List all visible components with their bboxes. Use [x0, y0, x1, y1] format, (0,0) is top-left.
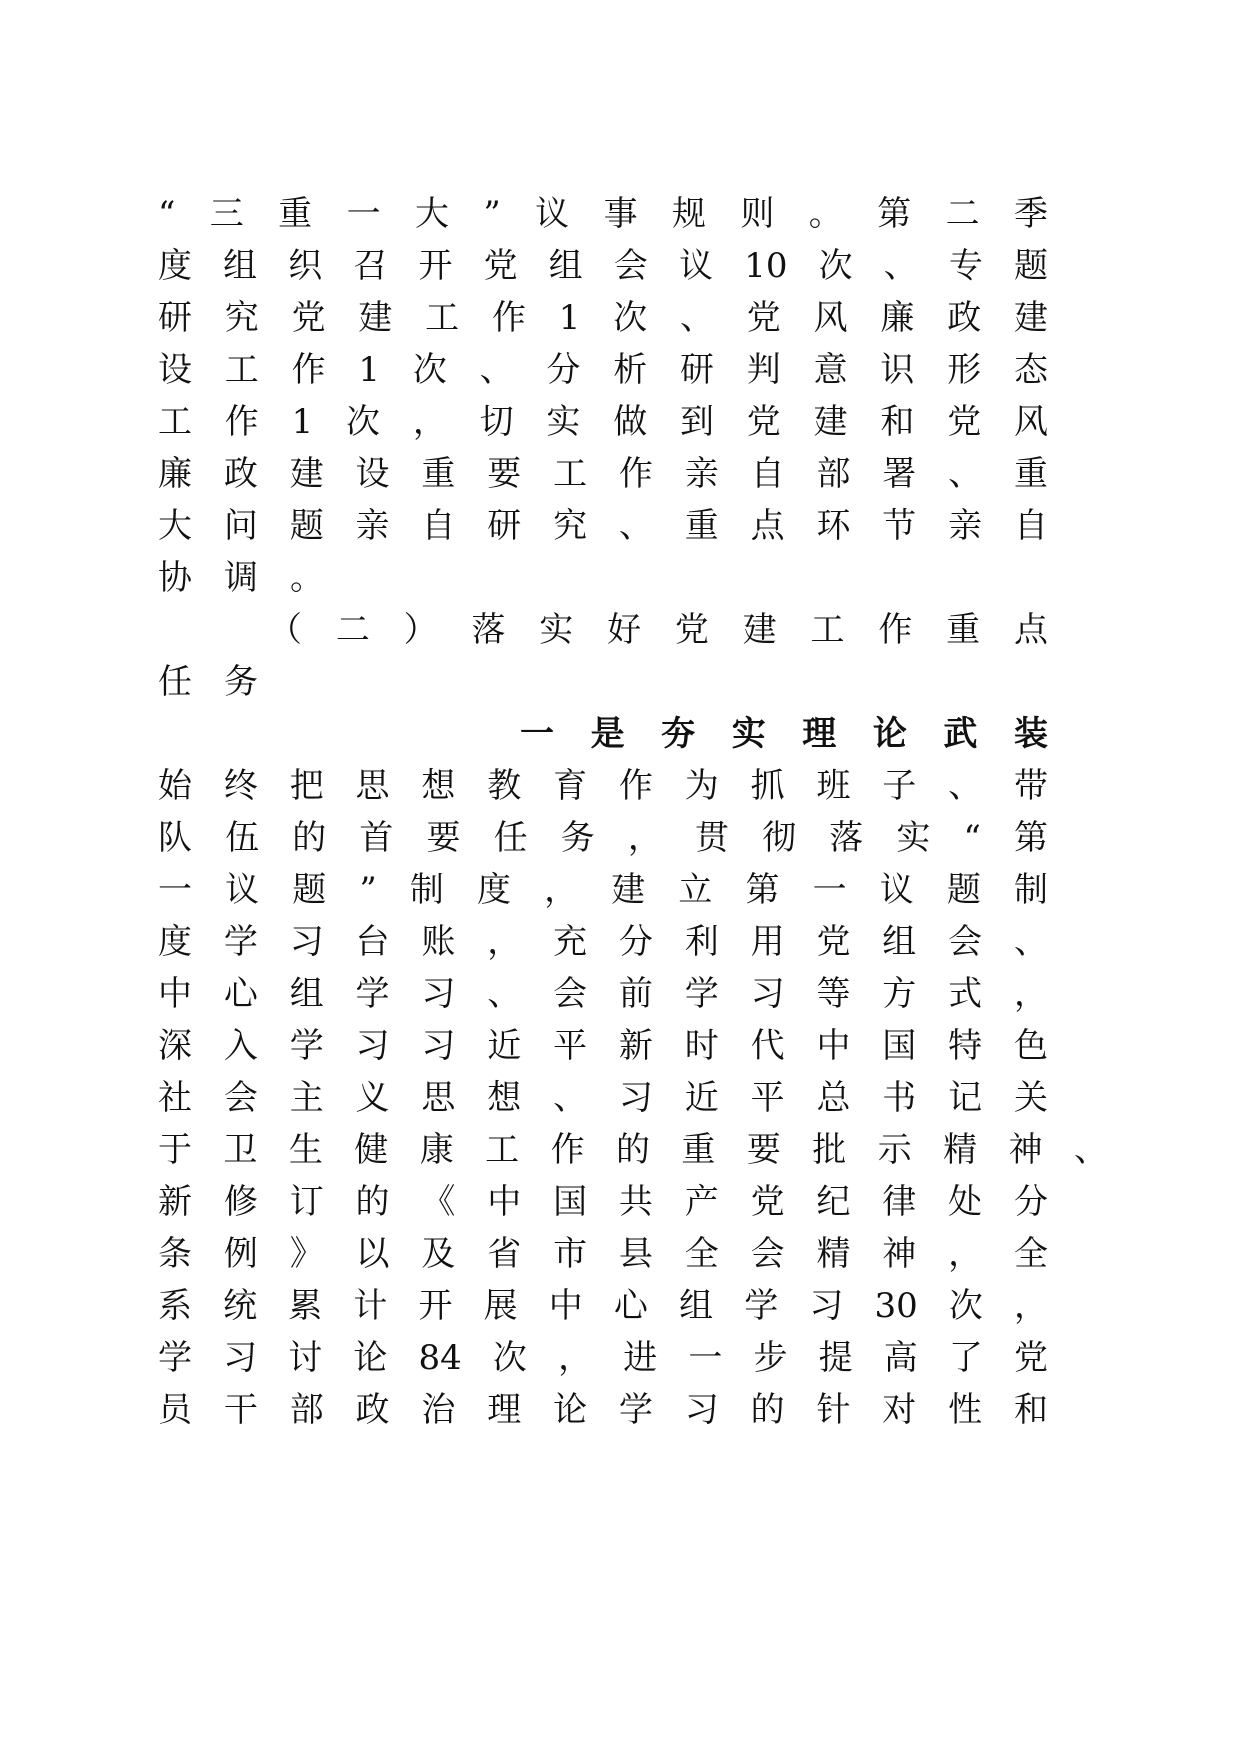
paragraph-line: 设工作1次、分析研判意识形态	[158, 350, 1048, 390]
paragraph-line: 新修订的《中国共产党纪律处分	[158, 1182, 1048, 1222]
paragraph-line: 协调。	[158, 558, 356, 598]
paragraph-line: 工作1次，切实做到党建和党风	[158, 402, 1048, 442]
paragraph-line: 条例》以及省市县全会精神，全	[158, 1234, 1048, 1274]
paragraph-line: 始终把思想教育作为抓班子、带	[158, 766, 1048, 806]
paragraph-line: 度组织召开党组会议10次、专题	[158, 246, 1048, 286]
paragraph-line: 大问题亲自研究、重点环节亲自	[158, 506, 1048, 546]
paragraph-line: 社会主义思想、习近平总书记关	[158, 1078, 1048, 1118]
paragraph-line: 度学习台账，充分利用党组会、	[158, 922, 1048, 962]
paragraph-line: 研究党建工作1次、党风廉政建	[158, 298, 1048, 338]
paragraph-line: 深入学习习近平新时代中国特色	[158, 1026, 1048, 1066]
paragraph-line: 系统累计开展中心组学习30次，	[158, 1286, 1048, 1326]
section-heading-continuation: 任务	[158, 662, 290, 702]
paragraph-line: 中心组学习、会前学习等方式，	[158, 974, 1048, 1014]
paragraph-line: 员干部政治理论学习的针对性和	[158, 1390, 1048, 1430]
paragraph-line: 学习讨论84次，进一步提高了党	[158, 1338, 1048, 1378]
paragraph-line: “三重一大”议事规则。第二季	[158, 194, 1048, 234]
section-heading: （二）落实好党建工作重点	[268, 610, 1048, 650]
subsection-title: 一是夯实理论武装	[520, 714, 1048, 754]
paragraph-line: 于卫生健康工作的重要批示精神、	[158, 1130, 1108, 1170]
paragraph-line: 廉政建设重要工作亲自部署、重	[158, 454, 1048, 494]
paragraph-line: 队伍的首要任务，贯彻落实“第	[158, 818, 1048, 858]
paragraph-line: 一议题”制度，建立第一议题制	[158, 870, 1048, 910]
